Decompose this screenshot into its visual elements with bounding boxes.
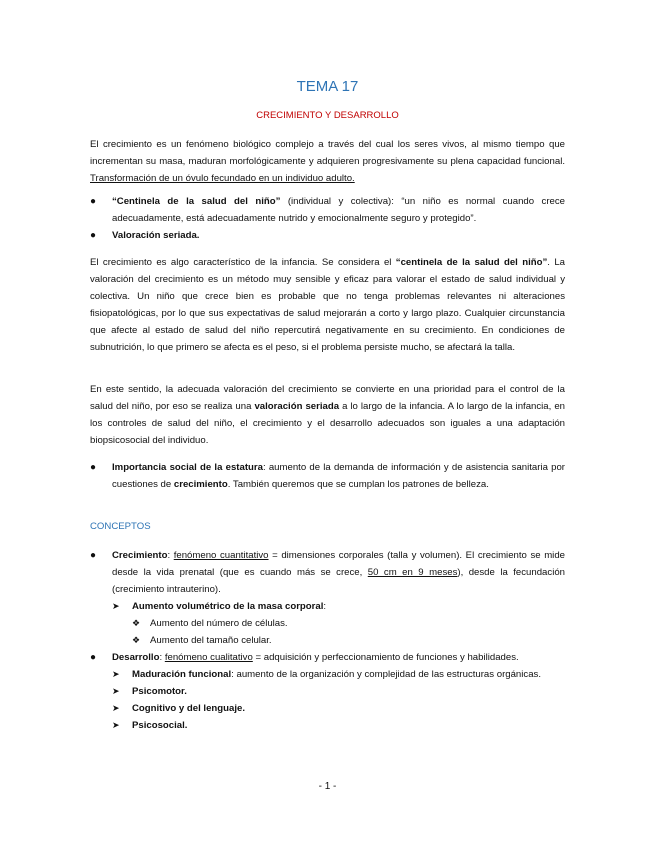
intro-underlined: Transformación de un óvulo fecundado en un individuo adulto. [90,173,355,184]
concepts-list [90,547,565,734]
arrowhead-icon: ➤ [112,686,120,696]
sub-sub-item: ❖ Aumento del número de células. [90,615,565,632]
arrowhead-icon: ➤ [112,703,120,713]
bullet-list-1 [90,193,565,244]
arrowhead-icon: ➤ [112,720,120,730]
concepts-heading: CONCEPTOS [90,521,151,532]
paragraph-2: El crecimiento es algo característico de la infancia. Se considera el “centinela de la salud del niño”. La valoración del crecimiento es un método muy sensible y eficaz para valorar el estado de salud individual y colectiva. Un niño que crece bien es probable que no tenga problemas relevantes ni alteraciones fisiopatológicas, por lo que sus expectativas de salud mejorarán a corto y largo plazo. Cualquier circunstancia que afecte al estado de salud del niño repercutirá negativamente en su crecimiento. En condiciones de subnutrición, lo que primero se afecta es el peso, si el problema persiste mucho, se afectará la talla. [90,257,565,353]
paragraph-2-block [90,254,565,356]
diamond-bullet-icon: ❖ [132,618,141,628]
bullet-icon: ● [90,230,97,241]
sub-item: ➤ Psicomotor. [90,683,565,700]
sub-item: ➤ Cognitivo y del lenguaje. [90,700,565,717]
intro-paragraph: El crecimiento es un fenómeno biológico complejo a través del cual los seres vivos, al mismo tiempo que incrementan su masa, maduran morfológicamente y adquieren progresivamente su plena capacidad funcional. Transformación de un óvulo fecundado en un individuo adulto. [90,139,565,184]
list-item-crecimiento: ● Crecimiento: fenómeno cuantitativo = dimensiones corporales (talla y volumen). El crecimiento se mide desde la vida prenatal (que es cuando más se crece, 50 cm en 9 meses), desde la fecundación (crecimiento intrauterino). [90,547,565,598]
paragraph-3: En este sentido, la adecuada valoración del crecimiento se convierte en una prioridad para el control de la salud del niño, por eso se realiza una valoración seriada a lo largo de la infancia. A lo largo de la infancia, en los controles de salud del niño, el crecimiento y el desarrollo adecuados son iguales a una adaptación biopsicosocial del individuo. [90,384,565,446]
sub-sub-item: ❖ Aumento del tamaño celular. [90,632,565,649]
list-item-desarrollo: ● Desarrollo: fenómeno cualitativo = adquisición y perfeccionamiento de funciones y habilidades. [90,649,565,666]
arrowhead-icon: ➤ [112,601,120,611]
sub-item: ➤ Aumento volumétrico de la masa corporal: [90,598,565,615]
arrowhead-icon: ➤ [112,669,120,679]
intro-paragraph-block [90,136,565,187]
page-number: - 1 - [318,781,337,792]
list-item: ● Valoración seriada. [90,227,565,244]
bullet-icon: ● [90,462,97,473]
sub-item: ➤ Psicosocial. [90,717,565,734]
section-subtitle: CRECIMIENTO Y DESARROLLO [256,110,399,121]
list-item: ● “Centinela de la salud del niño” (individual y colectiva): “un niño es normal cuando crece adecuadamente, está adecuadamente nutrido y emocionalmente seguro y protegido”. [90,193,565,227]
diamond-bullet-icon: ❖ [132,635,141,645]
paragraph-3-block [90,381,565,449]
page-title: TEMA 17 [296,78,359,95]
bullet-icon: ● [90,196,97,207]
sub-item: ➤ Maduración funcional: aumento de la organización y complejidad de las estructuras orgánicas. [90,666,565,683]
bullet-icon: ● [90,550,97,561]
bullet-icon: ● [90,652,97,663]
list-item: ● Importancia social de la estatura: aumento de la demanda de información y de asistencia sanitaria por cuestiones de crecimiento. También queremos que se cumplan los patrones de belleza. [90,459,565,493]
bullet-estatura-block [90,459,565,493]
